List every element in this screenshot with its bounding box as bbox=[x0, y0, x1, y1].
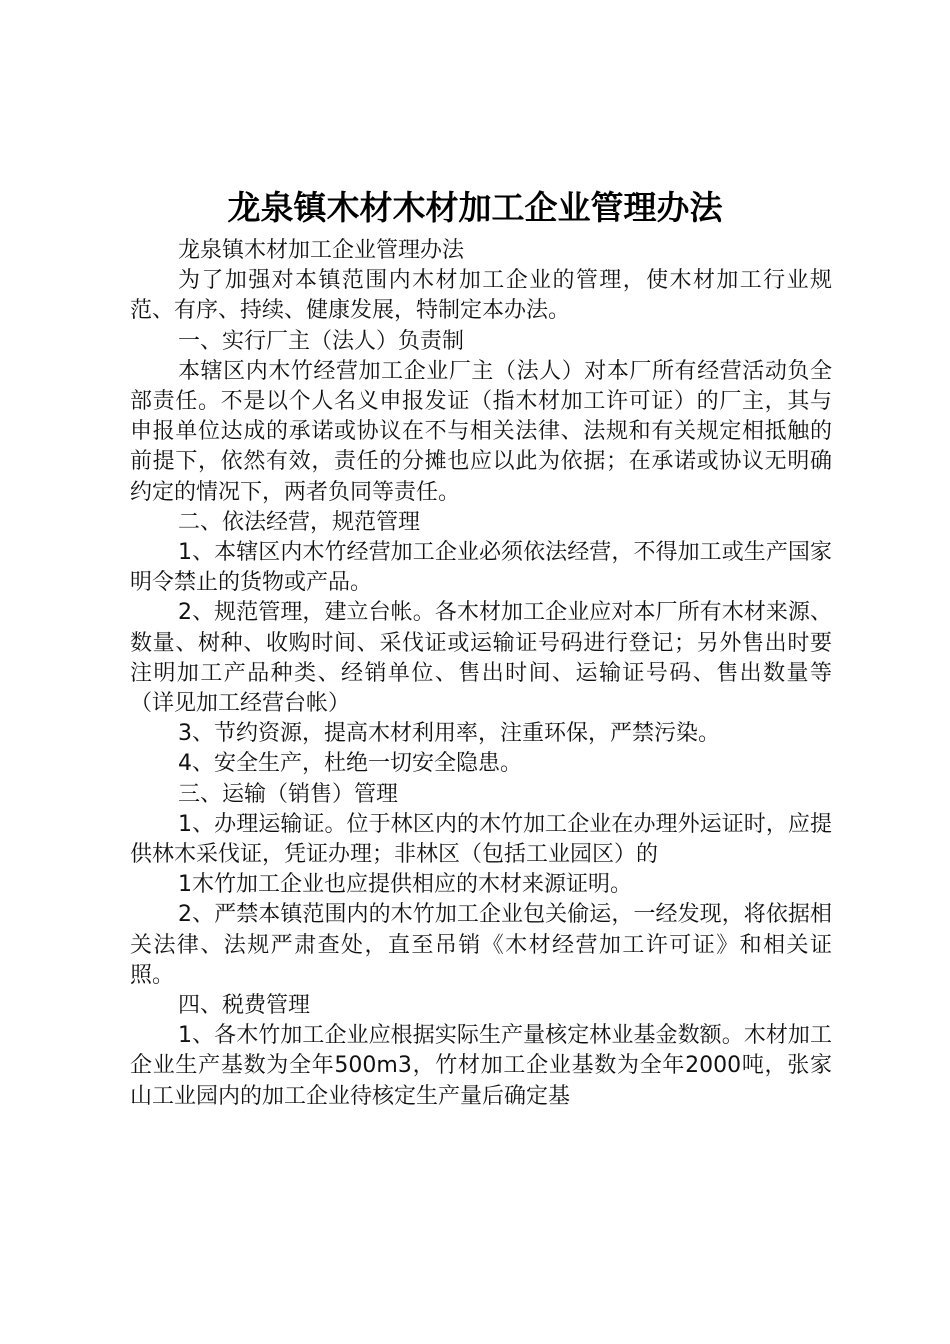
paragraph: 1、各木竹加工企业应根据实际生产量核定林业基金数额。木材加工企业生产基数为全年500m3，竹材加工企业基数为全年2000吨，张家山工业园内的加工企业待核定生产量后确定基 bbox=[130, 1023, 832, 1109]
section-heading: 四、税费管理 bbox=[178, 993, 311, 1019]
paragraph: 1、办理运输证。位于林区内的木竹加工企业在办理外运证时，应提供林木采伐证，凭证办理；非林区（包括工业园区）的 bbox=[130, 811, 832, 868]
paragraph: 4、安全生产，杜绝一切安全隐患。 bbox=[178, 751, 522, 777]
section-heading: 一、实行厂主（法人）负责制 bbox=[178, 328, 465, 354]
paragraph: 为了加强对本镇范围内木材加工企业的管理，使木材加工行业规范、有序、持续、健康发展，特制定本办法。 bbox=[130, 268, 832, 324]
paragraph: 2、严禁本镇范围内的木竹加工企业包关偷运，一经发现，将依据相关法律、法规严肃查处，直至吊销《木材经营加工许可证》和相关证照。 bbox=[130, 902, 832, 988]
paragraph: 1、本辖区内木竹经营加工企业必须依法经营，不得加工或生产国家明令禁止的货物或产品。 bbox=[130, 540, 832, 596]
section-heading: 二、依法经营，规范管理 bbox=[178, 509, 421, 535]
document-title: 龙泉镇木材木材加工企业管理办法 bbox=[227, 188, 723, 227]
paragraph: 2、规范管理，建立台帐。各木材加工企业应对本厂所有木材来源、数量、树种、收购时间、采伐证或运输证号码进行登记；另外售出时要注明加工产品种类、经销单位、售出时间、运输证号码、售出数量等（详见加工经营台帐） bbox=[130, 600, 832, 717]
section-heading: 三、运输（销售）管理 bbox=[178, 781, 399, 807]
paragraph: 3、节约资源，提高木材利用率，注重环保，严禁污染。 bbox=[178, 721, 720, 747]
paragraph: 本辖区内木竹经营加工企业厂主（法人）对本厂所有经营活动负全部责任。不是以个人名义申报发证（指木材加工许可证）的厂主，其与申报单位达成的承诺或协议在不与相关法律、法规和有关规定相抵触的前提下，依然有效，责任的分摊也应以此为依据；在承诺或协议无明确约定的情况下，两者负同等责任。 bbox=[130, 358, 832, 505]
document-body bbox=[130, 236, 832, 1112]
paragraph: 龙泉镇木材加工企业管理办法 bbox=[178, 238, 465, 263]
paragraph: 1木竹加工企业也应提供相应的木材来源证明。 bbox=[178, 872, 632, 898]
